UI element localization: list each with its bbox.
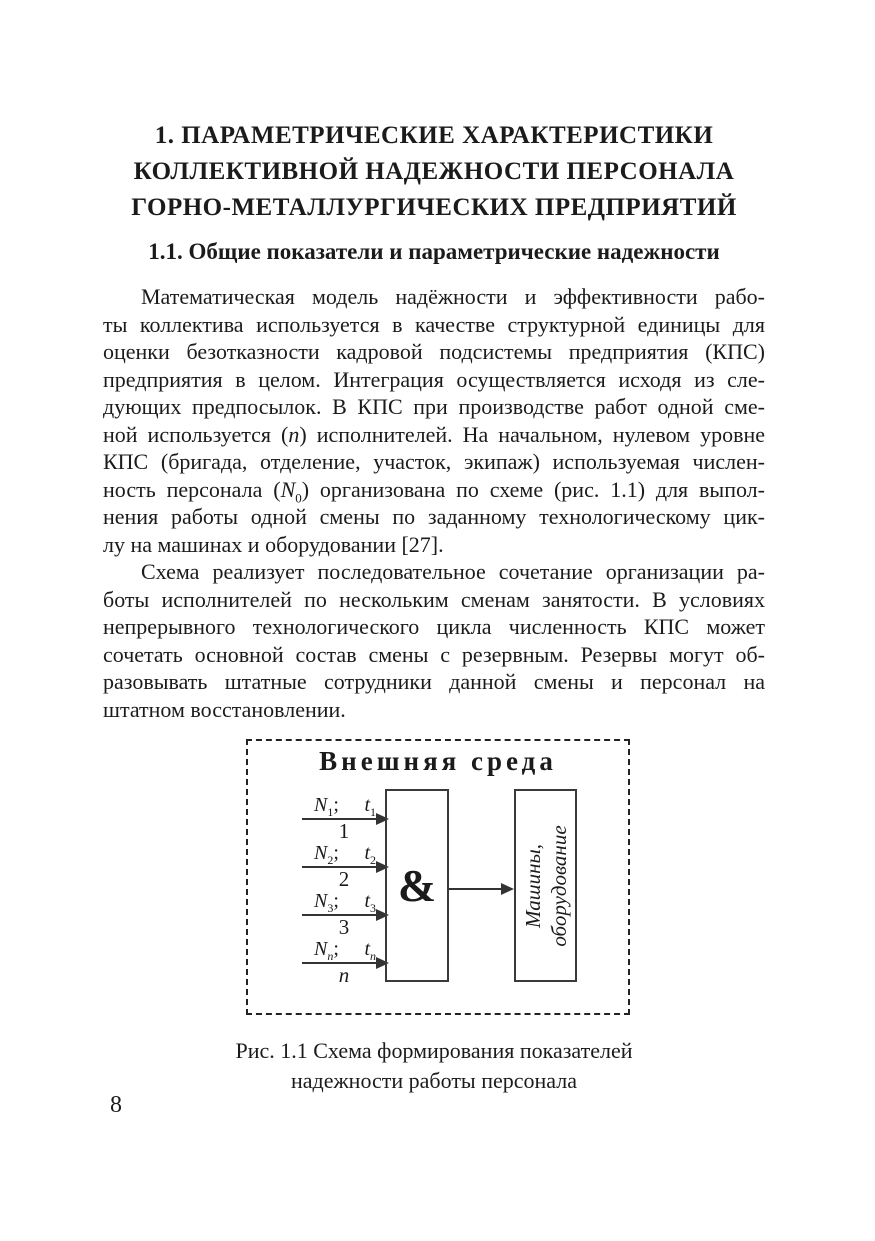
body-text (103, 283, 765, 723)
arrow-shaft (302, 818, 386, 820)
input-arrow-row (302, 794, 386, 842)
text-line: нения работы одной смены по заданному технологическому цик- (103, 504, 765, 529)
paragraph-2 (103, 558, 765, 723)
text-line: дующих предпосылок. В КПС при производстве работ одной сме- (103, 394, 765, 419)
machines-label-line-1: Машины, (520, 843, 545, 928)
section-title: 1.1. Общие показатели и параметрические надежности (148, 239, 720, 264)
arrowhead-icon (501, 883, 514, 895)
text-line: ты коллектива используется в качестве структурной единицы для (103, 311, 765, 337)
chapter-title-line-2: КОЛЛЕКТИВНОЙ НАДЕЖНОСТИ ПЕРСОНАЛА (133, 158, 735, 185)
figure-caption (103, 1036, 765, 1096)
input-index: n (338, 963, 350, 987)
page-number: 8 (110, 1092, 122, 1118)
input-label: $N_3$; $t_3$ (314, 890, 376, 915)
figure-caption-line-1: Рис. 1.1 Схема формирования показателей (235, 1038, 633, 1063)
input-arrow-row (302, 890, 386, 938)
text-line: оценки безотказности кадровой подсистемы предприятия (КПС) (103, 339, 765, 364)
input-index: 3 (338, 915, 350, 939)
text-line: непрерывного технологического цикла численность КПС может (103, 614, 765, 639)
paragraph-1 (103, 283, 765, 558)
machines-label (520, 825, 572, 946)
text-line: разовывать штатные сотрудники данной смены и персонал на (103, 669, 765, 694)
text-line: ной используется (n) исполнителей. На начальном, нулевом уровне (103, 421, 765, 447)
environment-label: Внешняя среда (319, 746, 557, 776)
machines-box (514, 789, 577, 982)
chapter-title-line-3: ГОРНО-МЕТАЛЛУРГИЧЕСКИХ ПРЕДПРИЯТИЙ (131, 194, 737, 221)
text-line: Схема реализует последовательное сочетание организации ра- (141, 559, 765, 584)
text-line: лу на машинах и оборудовании [27]. (103, 531, 444, 557)
text-line: Математическая модель надёжности и эффективности рабо- (141, 284, 765, 309)
input-index: 2 (338, 867, 350, 891)
input-label: $N_1$; $t_1$ (314, 794, 376, 819)
connector-arrow (449, 888, 512, 890)
text-line: боты исполнителей по нескольким сменам занятости. В условиях (103, 586, 765, 612)
and-gate-box (385, 789, 449, 982)
input-label: $N_2$; $t_2$ (314, 842, 376, 867)
chapter-title (103, 118, 765, 226)
text-line: ность персонала $(N_0)$ организована по схеме (рис. 1.1) для выпол- (103, 476, 765, 505)
figure-caption-line-2: надежности работы персонала (290, 1068, 577, 1093)
input-index: 1 (338, 819, 350, 843)
machines-label-line-2: оборудование (546, 824, 571, 947)
text-line: сочетать основной состав смены с резервным. Резервы могут об- (103, 641, 765, 667)
arrow-shaft (302, 914, 386, 916)
input-arrows (302, 794, 386, 986)
input-arrow-row (302, 938, 386, 986)
input-label: $N_n$; $t_n$ (314, 938, 376, 963)
input-arrow-row (302, 842, 386, 890)
text-line: предприятия в целом. Интеграция осуществляется исходя из сле- (103, 366, 765, 392)
figure-diagram (246, 739, 630, 1015)
text-line: КПС (бригада, отделение, участок, экипаж) используемая числен- (103, 449, 765, 474)
arrow-shaft (302, 962, 386, 964)
text-line: штатном восстановлении. (103, 696, 346, 722)
and-gate-symbol: & (397, 860, 437, 911)
chapter-title-line-1: 1. ПАРАМЕТРИЧЕСКИЕ ХАРАКТЕРИСТИКИ (154, 122, 714, 149)
arrow-shaft (302, 866, 386, 868)
